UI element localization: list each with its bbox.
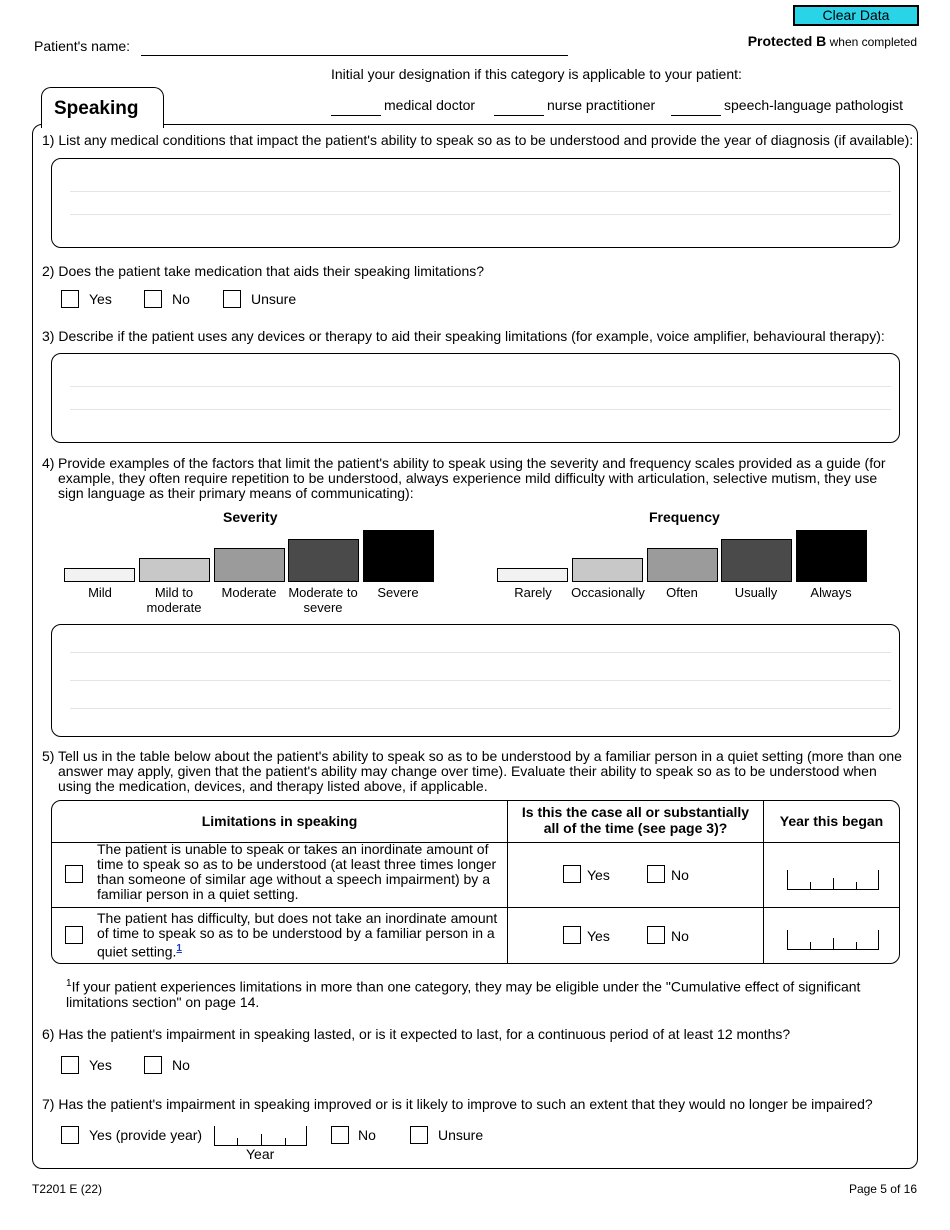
row2-checkbox[interactable] <box>65 926 83 944</box>
year-tick <box>810 882 811 889</box>
year-tick <box>833 938 834 949</box>
q2-no-checkbox[interactable] <box>144 290 162 308</box>
frequency-label: Always <box>810 585 852 600</box>
q2-yes-label: Yes <box>89 291 112 307</box>
row1-no-checkbox[interactable] <box>647 865 665 883</box>
page-number: Page 5 of 16 <box>848 1182 917 1196</box>
row1-yes-checkbox[interactable] <box>563 865 581 883</box>
footnote-link[interactable]: 1 <box>176 943 182 954</box>
q3-answer-rule <box>70 409 891 410</box>
protected-b-qualifier: when completed <box>826 35 917 49</box>
frequency-title: Frequency <box>649 509 720 525</box>
designation-initial-slp[interactable] <box>671 99 721 116</box>
designation-initial-md[interactable] <box>331 99 381 116</box>
designation-prompt: Initial your designation if this category is applicable to your patient: <box>331 66 742 82</box>
year-tick <box>833 878 834 889</box>
severity-bar-moderate-to-severe <box>288 539 359 582</box>
protected-b-label: Protected B <box>747 33 827 49</box>
q7-no-checkbox[interactable] <box>331 1126 349 1144</box>
severity-title: Severity <box>223 509 278 525</box>
section-tab-title: Speaking <box>54 98 139 119</box>
q4-answer-rule <box>70 708 891 709</box>
row2-year-field[interactable] <box>787 930 879 950</box>
frequency-label: Rarely <box>514 585 552 600</box>
row1-yes-label: Yes <box>587 867 610 883</box>
row1-checkbox[interactable] <box>65 865 83 883</box>
q4-answer-area[interactable] <box>51 624 900 737</box>
q3-answer-rule <box>70 386 891 387</box>
table-header-year: Year this began <box>779 813 884 829</box>
q2-yes-checkbox[interactable] <box>61 290 79 308</box>
q5-number: 5) <box>42 748 55 764</box>
clear-data-button[interactable]: Clear Data <box>793 5 919 26</box>
frequency-bar-often <box>647 548 718 582</box>
year-tick <box>237 1138 238 1145</box>
footnote-text: If your patient experiences limitations in more than one category, they may be eligible under the "Cumulative effect of significant limitations section" on page 14. <box>66 978 861 1010</box>
q7-unsure-checkbox[interactable] <box>410 1126 428 1144</box>
row2-no-label: No <box>671 928 689 944</box>
frequency-label: Often <box>666 585 698 600</box>
row1-year-field[interactable] <box>787 870 879 890</box>
severity-bar-moderate <box>214 548 285 582</box>
year-tick <box>285 1138 286 1145</box>
frequency-bar-usually <box>721 539 792 582</box>
q6-no-checkbox[interactable] <box>144 1056 162 1074</box>
q7-unsure-label: Unsure <box>438 1127 484 1143</box>
year-tick <box>261 1134 262 1145</box>
footnote <box>66 976 886 1010</box>
row2-text-body: The patient has difficulty, but does not take an inordinate amount of time to speak so as to be understood by a familiar person in a quiet setting. <box>97 910 498 960</box>
q2-unsure-label: Unsure <box>251 291 297 307</box>
severity-label: Mild <box>88 585 112 600</box>
year-tick <box>856 942 857 949</box>
row2-yes-label: Yes <box>587 928 610 944</box>
q6-no-label: No <box>172 1057 190 1073</box>
severity-label: Moderate to severe <box>288 585 358 615</box>
q6-text: 6) Has the patient's impairment in speaking lasted, or is it expected to last, for a continuous period of at least 12 months? <box>42 1026 791 1042</box>
year-tick <box>810 942 811 949</box>
q4-answer-rule <box>70 680 891 681</box>
q6-yes-checkbox[interactable] <box>61 1056 79 1074</box>
q1-answer-rule <box>70 191 891 192</box>
q7-no-label: No <box>358 1127 376 1143</box>
footnote-marker: 1 <box>66 978 72 989</box>
protected-b-notice <box>748 33 917 49</box>
table-divider <box>52 907 899 908</box>
severity-label: Mild to moderate <box>146 585 202 615</box>
designation-label-np: nurse practitioner <box>547 97 656 113</box>
q1-answer-rule <box>70 214 891 215</box>
designation-initial-np[interactable] <box>494 99 544 116</box>
section-tab <box>41 87 164 128</box>
q4-text: Provide examples of the factors that limit the patient's ability to speak using the severity and frequency scales provided as a guide (for example, they often require repetition to be understood, always experience mild difficulty with articulation, selective mutism, they use sign language as their primary means of communicating): <box>58 455 886 501</box>
row1-no-label: No <box>671 867 689 883</box>
q2-text: 2) Does the patient take medication that aids their speaking limitations? <box>42 263 485 279</box>
row1-text: The patient is unable to speak or takes an inordinate amount of time to speak so as to be understood (at least three times longer than someone of similar age without a speech impairment) by a familiar person in a quiet setting. <box>97 841 497 902</box>
q4-number: 4) <box>42 455 55 471</box>
q1-answer-area[interactable] <box>51 158 900 248</box>
q7-text: 7) Has the patient's impairment in speaking improved or is it likely to improve to such an extent that they would no longer be impaired? <box>42 1096 873 1112</box>
year-tick <box>856 882 857 889</box>
designation-label-slp: speech-language pathologist <box>724 97 904 113</box>
q7-yes-checkbox[interactable] <box>61 1126 79 1144</box>
table-divider <box>507 801 508 963</box>
frequency-bar-always <box>796 530 867 582</box>
q7-yes-label: Yes (provide year) <box>89 1127 203 1143</box>
frequency-bar-occasionally <box>572 558 643 582</box>
row2-no-checkbox[interactable] <box>647 926 665 944</box>
row2-yes-checkbox[interactable] <box>563 926 581 944</box>
frequency-label: Occasionally <box>571 585 645 600</box>
q7-year-label: Year <box>246 1146 275 1162</box>
patient-name-field[interactable] <box>141 38 568 56</box>
table-header-all-the-time: Is this the case all or substantially all of the time (see page 3)? <box>521 804 750 836</box>
q3-answer-area[interactable] <box>51 353 900 443</box>
q6-yes-label: Yes <box>89 1057 112 1073</box>
severity-label: Moderate <box>221 585 277 600</box>
row2-text <box>97 911 502 960</box>
patient-name-label: Patient's name: <box>34 38 131 54</box>
q5-text: Tell us in the table below about the patient's ability to speak so as to be understood by a familiar person in a quiet setting (more than one answer may apply, given that the patient's ability may change over time). Evaluate their ability to speak so as to be understood when using the medication, devices, and therapy listed above, if applicable. <box>58 748 902 794</box>
q7-year-field[interactable] <box>214 1126 307 1146</box>
q1-text: 1) List any medical conditions that impact the patient's ability to speak so as to be understood and provide the year of diagnosis (if available): <box>42 132 914 148</box>
frequency-bar-rarely <box>497 568 568 582</box>
table-header-limitations: Limitations in speaking <box>201 813 358 829</box>
designation-label-md: medical doctor <box>384 97 476 113</box>
q2-unsure-checkbox[interactable] <box>223 290 241 308</box>
severity-bar-mild <box>64 568 135 582</box>
frequency-label: Usually <box>734 585 778 600</box>
severity-bar-severe <box>363 530 434 582</box>
severity-label: Severe <box>377 585 419 600</box>
severity-bar-mild-to-moderate <box>139 558 210 582</box>
q4-answer-rule <box>70 652 891 653</box>
q3-text: 3) Describe if the patient uses any devices or therapy to aid their speaking limitations (for example, voice amplifier, behavioural therapy): <box>42 328 885 344</box>
form-code: T2201 E (22) <box>32 1182 103 1196</box>
limitations-table <box>51 800 900 964</box>
q2-no-label: No <box>172 291 190 307</box>
